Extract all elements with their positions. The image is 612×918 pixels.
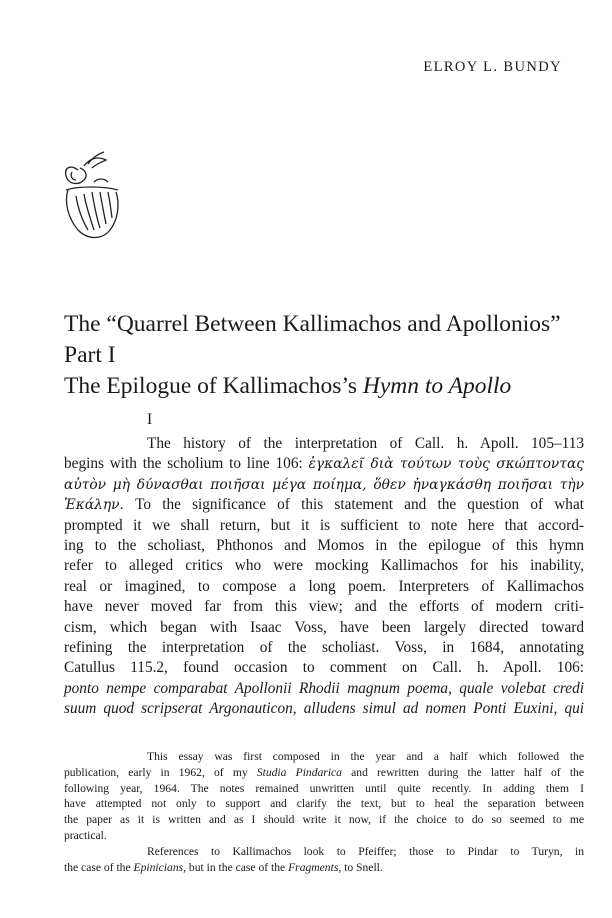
body-line-text: To the significance of this statement and the question of what (123, 496, 584, 514)
footnote-line: following year, 1964. The notes remained unwritten until quite recently. In adding them I (64, 781, 584, 795)
footnote-italic: Fragments (288, 860, 339, 874)
title-line-3-text: The Epilogue of Kallimachos’s (64, 373, 363, 399)
laurel-lyre-ornament-icon (58, 146, 126, 246)
greek-scholium: ἐγκαλεῖ διὰ τούτων τοὺς σκώπτοντας (308, 456, 584, 473)
footnote-line: References to Kallimachos look to Pfeiffer; those to Pindar to Turyn, in (147, 844, 584, 858)
body-paragraph (64, 434, 584, 720)
body-line: ing to the scholiast, Phthonos and Momos in the epilogue of this hymn (64, 537, 584, 555)
body-line: prompted it we shall return, but it is sufficient to note here that accord- (64, 516, 584, 534)
greek-scholium: αὐτὸν μὴ δύνασθαι ποιῆσαι μέγα ποίημα, ὅθεν ἠναγκάσθη ποιῆσαι τὴν (64, 476, 584, 493)
footnote-line: practical. (64, 828, 107, 842)
body-line (64, 454, 584, 474)
running-head-author: ELROY L. BUNDY (423, 59, 562, 75)
footnote-line: the paper as it is written and as I should write it now, if the choice to do so seemed to me (64, 813, 584, 827)
footnote-line: This essay was first composed in the year and a half which followed the (147, 750, 584, 763)
body-line-latin: ponto nempe comparabat Apollonii Rhodii magnum poema, quale volebat credi (64, 679, 584, 697)
footnote-italic: Studia Pindarica (256, 765, 342, 779)
article-title (64, 309, 584, 402)
footnote-text: , but in the case of the (183, 860, 289, 874)
body-line-text: begins with the scholium to line 106: (64, 455, 309, 473)
footnote-line (64, 860, 584, 876)
footnote-text: , to Snell. (338, 860, 383, 874)
body-line: refining the interpretation of the scholiast. Voss, in 1684, annotating (64, 639, 584, 657)
footnote-text: the case of the (64, 860, 134, 874)
title-hymn-italic: Hymn to Apollo (362, 373, 512, 399)
body-line: cism, which began with Isaac Voss, have been largely directed toward (64, 618, 584, 636)
footnote-text: publication, early in 1962, of my (64, 765, 257, 779)
title-line-1: The “Quarrel Between Kallimachos and Apollonios” (64, 311, 561, 337)
body-line (64, 475, 584, 495)
body-line (64, 495, 584, 515)
footnotes (64, 749, 584, 875)
footnote-text: and rewritten during the latter half of the (341, 765, 584, 779)
footnote-line: have attempted not only to support and clarify the text, but to heal the separation between (64, 797, 584, 811)
greek-scholium: Ἐκάλην. (64, 497, 124, 514)
body-line: refer to alleged critics who were mocking Kallimachos for his inability, (64, 557, 584, 575)
body-line: have never moved far from this view; and the efforts of modern criti- (64, 598, 584, 616)
section-number: I (147, 411, 153, 428)
body-line: real or imagined, to compose a long poem. Interpreters of Kallimachos (64, 577, 584, 595)
footnote-line (64, 765, 584, 781)
body-line: The history of the interpretation of Call. h. Apoll. 105–113 (147, 435, 584, 452)
title-line-2: Part I (64, 342, 116, 368)
body-line: Catullus 115.2, found occasion to comment on Call. h. Apoll. 106: (64, 659, 584, 677)
body-line-latin: suum quod scripserat Argonauticon, alludens simul ad nomen Ponti Euxini, qui (64, 700, 584, 718)
footnote-italic: Epinicians (133, 860, 184, 874)
title-line-3 (64, 371, 584, 402)
